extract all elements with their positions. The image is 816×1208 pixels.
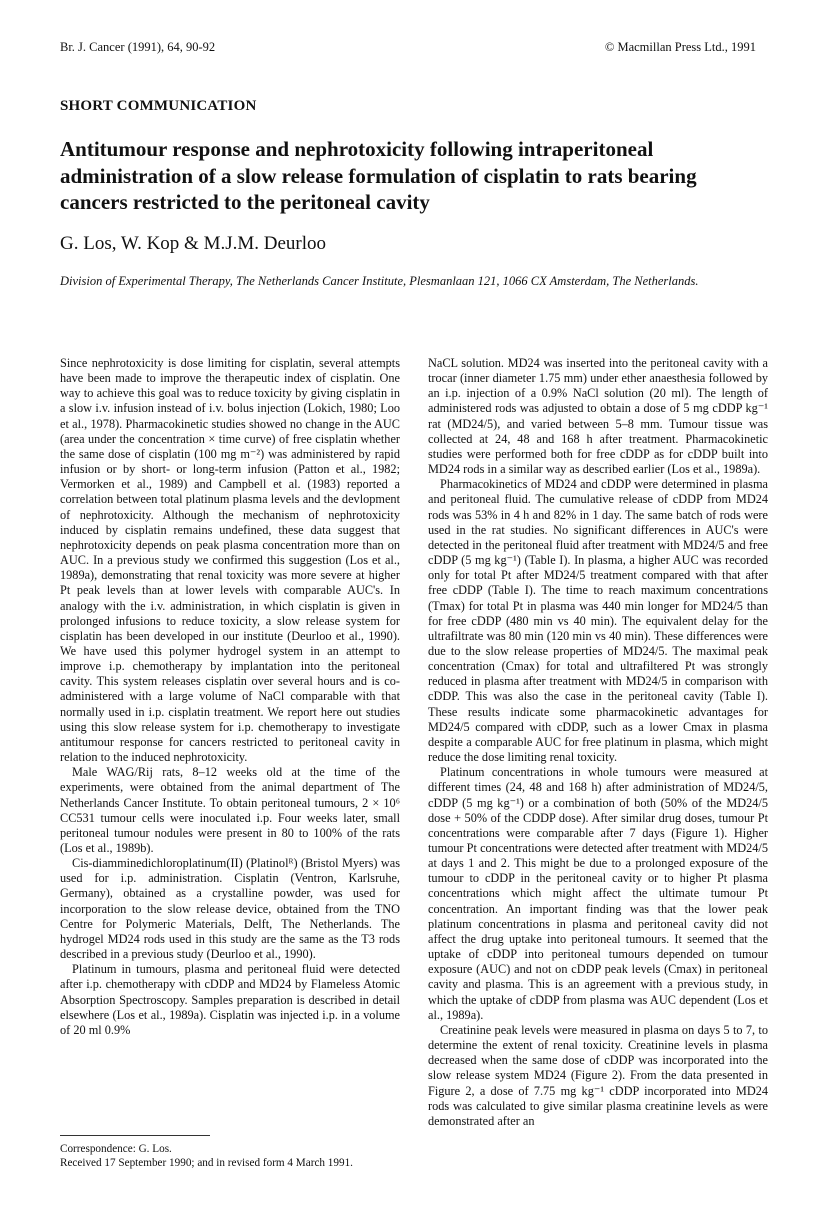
affiliation: Division of Experimental Therapy, The Netherlands Cancer Institute, Plesmanlaan 121, 1066 CX Amsterdam, The Netherlands. <box>60 274 699 288</box>
left-column <box>60 356 400 1038</box>
correspondence-note: Correspondence: G. Los. <box>60 1143 172 1155</box>
body-paragraph: Pharmacokinetics of MD24 and cDDP were determined in plasma and peritoneal fluid. The cumulative release of cDDP from MD24 rods was 53% in 4 h and 82% in 1 day. The same batch of rods were used in the rat studies. No significant differences in AUC's were detected in the peritoneal fluid after treatment with MD24/5 and free cDDP (5 mg kg⁻¹) (Table I). In plasma, a higher AUC was recorded only for total Pt after MD24/5 treatment compared with that after free cDDP (Table I). The time to reach maximum concentrations (Tmax) for total Pt in plasma was 440 min longer for MD24/5 than for free cDDP (480 min vs 40 min). The equivalent delay for the ultrafiltrate was 80 min (120 min vs 40 min). These differences were due to the slow release properties of MD24/5. The maximal peak concentration (Cmax) for total and ultrafiltered Pt was strongly reduced in plasma after treatment with MD24/5 in comparison with cDDP. This was also the case in the peritoneal cavity (Table I). These results indicate some pharmacokinetic advantages for MD24/5 compared with cDDP, such as a lower Cmax in plasma despite a comparable AUC for free platinum in plasma, which might reduce the dose limiting renal toxicity. <box>428 477 768 765</box>
body-paragraph: NaCL solution. MD24 was inserted into the peritoneal cavity with a trocar (inner diameter 1.75 mm) under ether anaesthesia followed by an i.p. injection of a 0.9% NaCl solution (20 ml). The length of administered rods was adjusted to obtain a dose of 5 mg cDDP kg⁻¹ rat (MD24/5), and varied between 5–8 mm. Tumour tissue was collected at 24, 48 and 168 h after treatment. Pharmacokinetic studies were performed both for free cDDP as for cDDP built into MD24 rods in a similar way as described earlier (Los et al., 1989a). <box>428 356 768 477</box>
section-label: SHORT COMMUNICATION <box>60 98 257 114</box>
received-note: Received 17 September 1990; and in revised form 4 March 1991. <box>60 1157 353 1169</box>
article-title: Antitumour response and nephrotoxicity following intraperitoneal administration of a slow release formulation of cisplatin to rats bearing cancers restricted to the peritoneal cavity <box>60 137 697 214</box>
body-paragraph: Platinum in tumours, plasma and peritoneal fluid were detected after i.p. chemotherapy with cDDP and MD24 by Flameless Atomic Absorption Spectroscopy. Samples preparation is described in detail elsewhere (Los et al., 1989a). Cisplatin was injected i.p. in a volume of 20 ml 0.9% <box>60 962 400 1037</box>
author-list: G. Los, W. Kop & M.J.M. Deurloo <box>60 233 327 254</box>
body-paragraph: Since nephrotoxicity is dose limiting for cisplatin, several attempts have been made to improve the therapeutic index of cisplatin. One way to achieve this goal was to reduce toxicity by giving cisplatin in a slow i.v. infusion instead of i.v. bolus injection (Lokich, 1980; Loo et al., 1978). Pharmacokinetic studies showed no change in the AUC (area under the concentration × time curve) of free cisplatin whether the same dose of cisplatin (100 mg m⁻²) was administered by rapid infusion or by short- or long-term infusion (Patton et al., 1982; Vermorken et al., 1989) and Campbell et al. (1983) reported a correlation between total platinum plasma levels and the devlopment of nephrotoxicity. Although the mechanism of nephrotoxicity induced by cisplatin remains undefined, these data suggest that nephrotoxicity depends on peak plasma concentration more than on AUC. In a previous study we confirmed this suggestion (Los et al., 1989a), demonstrating that renal toxicity was more severe at higher Pt peak levels than at lower levels with comparable AUC's. In analogy with the i.v. administration, in which cisplatin is given in prolonged infusions to reduce toxicity, a slow release system for cisplatin has been developed in our institute (Deurloo et al., 1990). We have used this polymer hydrogel system in an attempt to improve i.p. chemotherapy by implantation into the peritoneal cavity. This system releases cisplatin over several hours and is co-administered with a large volume of NaCl comparable with that normally used in i.p. cisplatin treatment. We report here out studies using this slow release system for i.p. chemotherapy to investigate antitumour response for cancers restricted to peritoneal cavity in relation to the induced nephrotoxicity. <box>60 356 400 765</box>
body-paragraph: Creatinine peak levels were measured in plasma on days 5 to 7, to determine the extent of renal toxicity. Creatinine levels in plasma decreased when the same dose of cDDP was incorporated into the slow release system MD24 (Figure 2). From the data presented in Figure 2, a dose of 7.75 mg kg⁻¹ cDDP incorporated into MD24 rods was calculated to give similar plasma creatinine levels as were demonstrated after an <box>428 1022 768 1128</box>
journal-citation: Br. J. Cancer (1991), 64, 90-92 <box>60 40 216 54</box>
right-column <box>428 356 768 1129</box>
body-paragraph: Male WAG/Rij rats, 8–12 weeks old at the time of the experiments, were obtained from the animal department of The Netherlands Cancer Institute. To obtain peritoneal tumours, 2 × 10⁶ CC531 tumour cells were inoculated i.p. Four weeks later, small peritoneal tumour nodules were present in 80 to 100% of the rats (Los et al., 1989b). <box>60 765 400 855</box>
copyright-notice: © Macmillan Press Ltd., 1991 <box>604 40 756 54</box>
footnote <box>60 1142 420 1170</box>
body-paragraph: Platinum concentrations in whole tumours were measured at different times (24, 48 and 168 h) after administration of MD24/5, cDDP (5 mg kg⁻¹) or a combination of both (50% of the MD24/5 dose + 50% of the CDDP dose). After similar drug doses, tumour Pt concentrations were comparable after 7 days (Figure 1). Higher tumour Pt concentrations were detected after treatment with MD24/5 at days 1 and 2. This might be due to a prolonged exposure of the tumour to cDDP in the peritoneal cavity or to higher Pt plasma concentrations which might affect the ultimate tumour Pt concentration. An important finding was that the lower peak platinum concentrations in plasma and peritoneal cavity did not affect the drug uptake into peritoneal tumours. It seemed that the uptake of cDDP into peritoneal tumours depended on tumour exposure (AUC) and not on cDDP peak levels (Cmax) in peritoneal cavity and plasma. This is an agreement with a previous study, in which the uptake of cDDP from plasma was AUC dependent (Los et al., 1989a). <box>428 765 768 1022</box>
footnote-divider <box>60 1135 210 1136</box>
body-paragraph: Cis-diamminedichloroplatinum(II) (Platinolᴿ) (Bristol Myers) was used for i.p. administration. Cisplatin (Ventron, Karlsruhe, Germany), obtained as a crystalline powder, was used for incorporation to the slow release device, obtained from the TNO Centre for Polymeric Materials, Delft, The Netherlands. The hydrogel MD24 rods used in this study are the same as the T3 rods described in a previous study (Deurloo et al., 1990). <box>60 856 400 962</box>
